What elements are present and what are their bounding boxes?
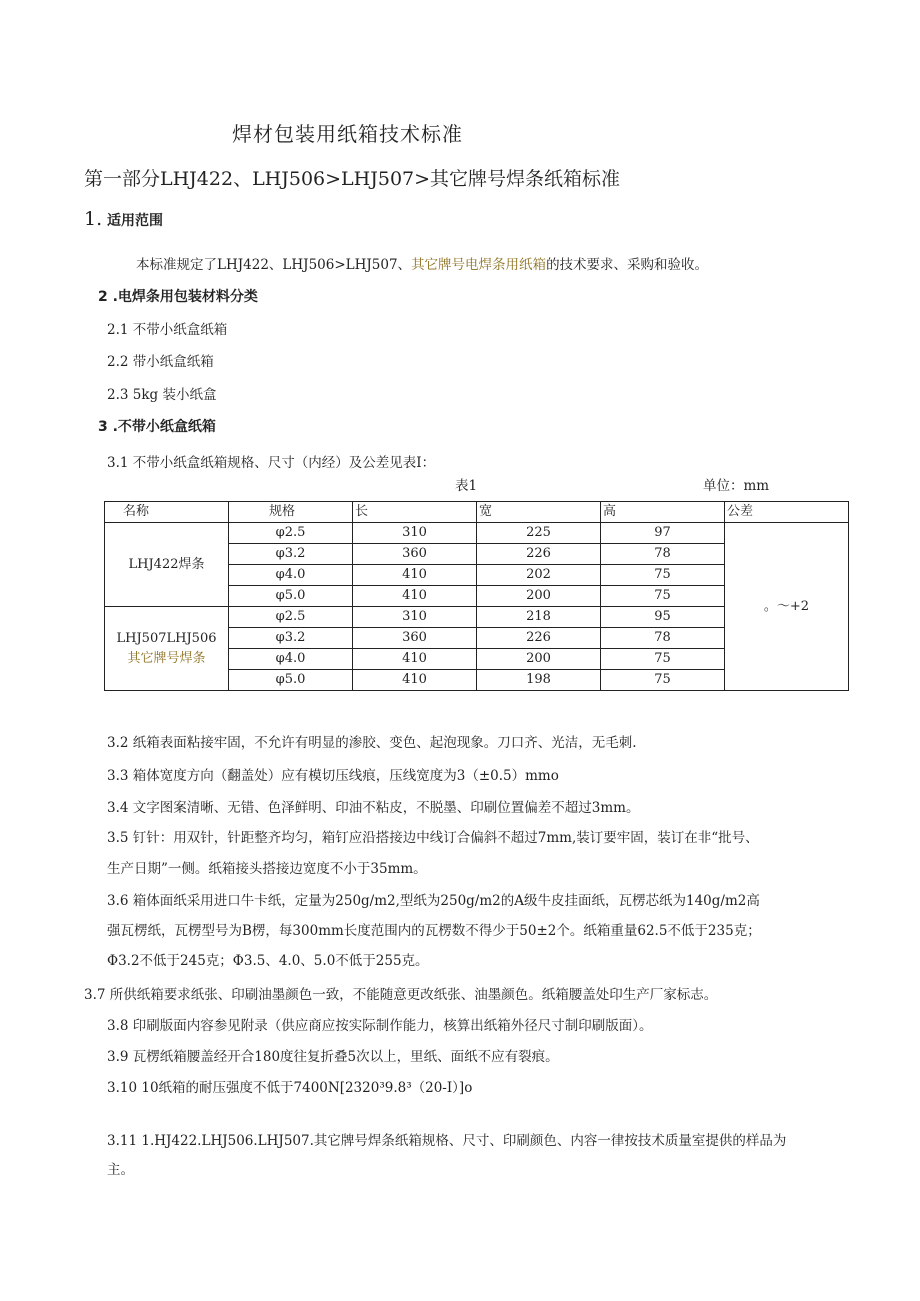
header-length: 长	[353, 502, 477, 523]
clause-3-7: 3.7 所供纸箱要求纸张、印刷油墨颜色一致，不能随意更改纸张、油墨颜色。纸箱腰盖处印生产厂家标志。	[84, 987, 718, 1003]
clause-3-6-line3: Φ3.2不低于245克；Φ3.5、4.0、5.0不低于255克。	[107, 953, 429, 969]
cell-length: 310	[353, 607, 477, 628]
cell-height: 78	[601, 628, 725, 649]
clause-3-11-line2: 主。	[107, 1162, 134, 1178]
cell-width: 200	[477, 649, 601, 670]
cell-height: 75	[601, 649, 725, 670]
clause-3-10: 3.10 10纸箱的耐压强度不低于7400N[2320³9.8³（20-I）]o	[107, 1080, 473, 1096]
section3-heading: 3 .不带小纸盒纸箱	[98, 419, 216, 435]
clause-3-5-line2: 生产日期”一侧。纸箱接头搭接边宽度不小于35mm。	[107, 861, 427, 877]
header-name: 名称	[105, 502, 229, 523]
cell-spec: φ2.5	[229, 523, 353, 544]
cell-width: 198	[477, 670, 601, 691]
cell-spec: φ5.0	[229, 586, 353, 607]
cell-length: 410	[353, 649, 477, 670]
header-tolerance: 公差	[725, 502, 849, 523]
group2-name	[105, 607, 229, 691]
cell-length: 410	[353, 670, 477, 691]
section1-heading	[84, 208, 163, 230]
table-header-row	[105, 502, 849, 523]
clause-3-11-line1: 3.11 1.HJ422.LHJ506.LHJ507.其它牌号焊条纸箱规格、尺寸、印刷颜色、内容一律按技术质量室提供的样品为	[107, 1133, 787, 1149]
cell-height: 78	[601, 544, 725, 565]
clause-3-4: 3.4 文字图案清晰、无错、色泽鲜明、印油不粘皮，不脱墨、印刷位置偏差不超过3mm。	[107, 800, 640, 816]
cell-spec: φ2.5	[229, 607, 353, 628]
cell-width: 218	[477, 607, 601, 628]
clause-3-6-line1: 3.6 箱体面纸采用进口牛卡纸，定量为250g/m2,型纸为250g/m2的A级牛皮挂面纸，瓦楞芯纸为140g/m2高	[107, 893, 760, 909]
cell-width: 226	[477, 628, 601, 649]
header-width: 宽	[477, 502, 601, 523]
section2-heading: 2 .电焊条用包装材料分类	[98, 289, 258, 305]
cell-width: 202	[477, 565, 601, 586]
table-caption: 表1	[455, 478, 478, 494]
clause-3-8: 3.8 印刷版面内容参见附录（供应商应按实际制作能力，核算出纸箱外径尺寸制印刷版面）。	[107, 1018, 653, 1034]
clause-3-1: 3.1 不带小纸盒纸箱规格、尺寸（内经）及公差见表I：	[107, 455, 436, 471]
cell-height: 95	[601, 607, 725, 628]
table-row	[105, 523, 849, 544]
clause-3-9: 3.9 瓦楞纸箱腰盖经开合180度往复折叠5次以上，里纸、面纸不应有裂痕。	[107, 1049, 559, 1065]
clause-3-6-line2: 强瓦楞纸，瓦楞型号为B楞，每300mm长度范围内的瓦楞数不得少于50±2个。纸箱重量62.5不低于235克；	[107, 923, 761, 939]
cell-length: 360	[353, 628, 477, 649]
cell-length: 310	[353, 523, 477, 544]
clause-3-3: 3.3 箱体宽度方向（翻盖处）应有模切压线痕，压线宽度为3（±0.5）mmo	[107, 768, 559, 784]
scope-text-highlight: 其它牌号电焊条用纸箱	[411, 257, 547, 273]
header-height: 高	[601, 502, 725, 523]
header-spec: 规格	[229, 502, 353, 523]
clause-3-5-line1: 3.5 钉针：用双针，针距整齐均匀，箱钉应沿搭接边中线订合偏斜不超过7mm,装订要牢固，装订在非“批号、	[107, 830, 759, 846]
cell-height: 97	[601, 523, 725, 544]
scope-paragraph	[136, 253, 708, 273]
spec-table	[104, 501, 849, 691]
group2-name-line2: 其它牌号焊条	[127, 650, 206, 666]
cell-length: 410	[353, 565, 477, 586]
cell-width: 200	[477, 586, 601, 607]
cell-spec: φ4.0	[229, 649, 353, 670]
cell-length: 360	[353, 544, 477, 565]
cell-height: 75	[601, 565, 725, 586]
tolerance-cell: 。～+2	[725, 523, 849, 691]
cell-height: 75	[601, 586, 725, 607]
clause-3-2: 3.2 纸箱表面粘接牢固，不允许有明显的渗胶、变色、起泡现象。刀口齐、光洁，无毛刺.	[107, 735, 637, 751]
cell-spec: φ3.2	[229, 628, 353, 649]
table-unit: 单位：mm	[703, 478, 770, 494]
cell-length: 410	[353, 586, 477, 607]
document-title: 焊材包装用纸箱技术标准	[232, 122, 463, 146]
section2-item-3: 2.3 5kg 装小纸盒	[107, 387, 217, 403]
group2-name-line1: LHJ507LHJ506	[116, 630, 217, 646]
part1-title: 第一部分LHJ422、LHJ506>LHJ507>其它牌号焊条纸箱标准	[84, 168, 621, 190]
section1-title: 适用范围	[107, 213, 164, 229]
cell-width: 225	[477, 523, 601, 544]
scope-text-a: 本标准规定了LHJ422、LHJ506>LHJ507、	[136, 257, 412, 273]
section1-number: 1.	[84, 208, 103, 230]
scope-text-c: 的技术要求、采购和验收。	[546, 257, 709, 273]
cell-height: 75	[601, 670, 725, 691]
cell-spec: φ4.0	[229, 565, 353, 586]
group1-name: LHJ422焊条	[105, 523, 229, 607]
section2-item-2: 2.2 带小纸盒纸箱	[107, 354, 214, 370]
cell-spec: φ3.2	[229, 544, 353, 565]
cell-spec: φ5.0	[229, 670, 353, 691]
section2-item-1: 2.1 不带小纸盒纸箱	[107, 322, 228, 338]
cell-width: 226	[477, 544, 601, 565]
